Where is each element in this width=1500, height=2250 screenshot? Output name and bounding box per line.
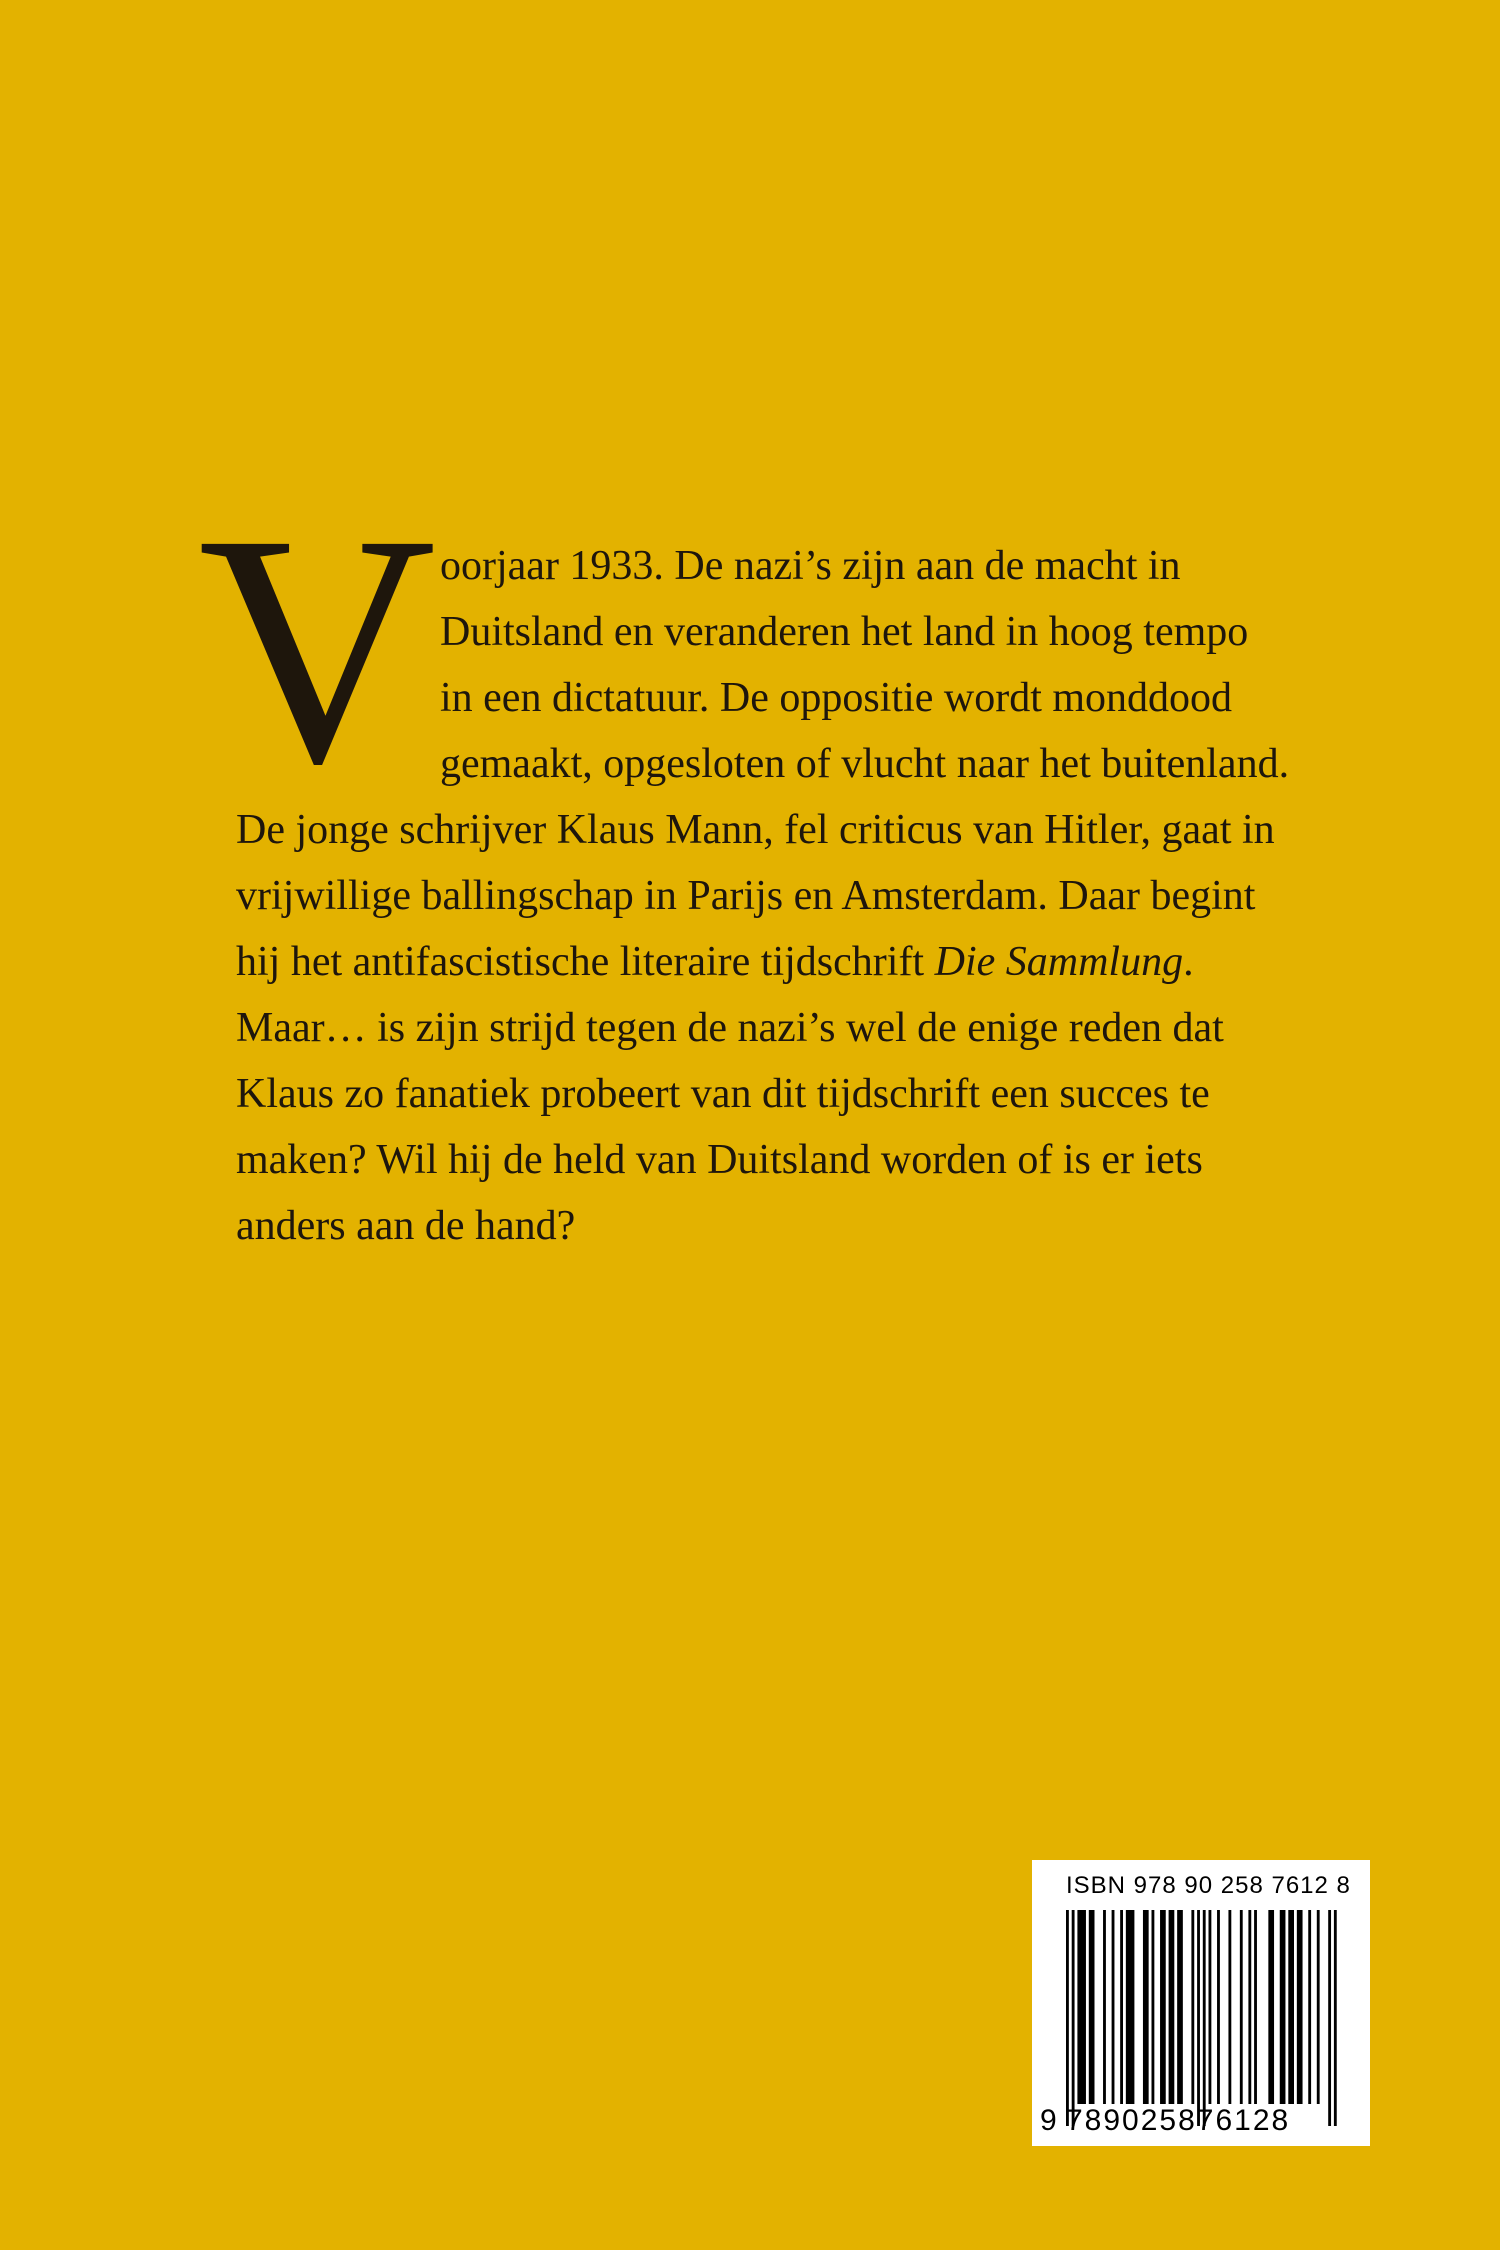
barcode-bar — [1103, 1910, 1106, 2104]
blurb-line-6: vrijwillige ballingschap in Parijs en Amsterdam. Daar begint — [236, 873, 1256, 919]
barcode-bar — [1334, 1910, 1337, 2126]
blurb-line-8: Maar… is zijn strijd tegen de nazi’s wel de enige reden dat — [236, 1005, 1224, 1051]
isbn-barcode — [1032, 1860, 1370, 2146]
blurb-line-2: Duitsland en veranderen het land in hoog tempo — [440, 609, 1249, 655]
barcode-bar — [1228, 1910, 1231, 2104]
barcode-bar — [1297, 1910, 1303, 2104]
drop-cap: V — [198, 467, 437, 832]
blurb-line-3: in een dictatuur. De oppositie wordt monddood — [440, 675, 1233, 721]
barcode-bar — [1126, 1910, 1135, 2104]
barcode-bar — [1077, 1910, 1086, 2104]
isbn-label: ISBN 978 90 258 7612 8 — [1066, 1872, 1351, 1899]
barcode-bar — [1254, 1910, 1257, 2104]
barcode-bar — [1217, 1910, 1220, 2104]
magazine-title-suffix: . — [1183, 939, 1194, 985]
barcode-bar — [1112, 1910, 1115, 2104]
barcode-bar — [1209, 1910, 1212, 2104]
barcode-bar — [1197, 1910, 1200, 2126]
magazine-title: Die Sammlung — [934, 939, 1184, 985]
barcode-bar — [1160, 1910, 1166, 2104]
barcode-bar — [1072, 1910, 1075, 2126]
barcode-bar — [1120, 1910, 1123, 2104]
blurb-line-5: De jonge schrijver Klaus Mann, fel criticus van Hitler, gaat in — [236, 807, 1275, 853]
ean-first-digit: 9 — [1040, 2104, 1057, 2137]
barcode-bar — [1248, 1910, 1251, 2104]
barcode-bar — [1308, 1910, 1311, 2104]
barcode-bar — [1268, 1910, 1274, 2104]
barcode-bar — [1152, 1910, 1155, 2104]
blurb-line-9: Klaus zo fanatiek probeert van dit tijdschrift een succes te — [236, 1071, 1210, 1117]
blurb-line-11: anders aan de hand? — [236, 1203, 576, 1249]
barcode-bar — [1169, 1910, 1175, 2104]
barcode-bar — [1143, 1910, 1149, 2104]
barcode-bar — [1317, 1910, 1320, 2104]
barcode-bar — [1191, 1910, 1194, 2104]
barcode-bar — [1288, 1910, 1294, 2104]
barcode-bar — [1240, 1910, 1243, 2104]
blurb-line-7 — [236, 936, 1194, 988]
barcode-bar — [1280, 1910, 1286, 2104]
barcode-bar — [1066, 1910, 1069, 2126]
blurb-line-1: oorjaar 1933. De nazi’s zijn aan de macht in — [440, 543, 1181, 589]
ean-digits: 789025876128 — [1066, 2104, 1291, 2137]
barcode-bar — [1328, 1910, 1331, 2126]
blurb-line-10: maken? Wil hij de held van Duitsland worden of is er iets — [236, 1137, 1203, 1183]
blurb-line-7-text: hij het antifascistische literaire tijdschrift — [236, 939, 925, 985]
barcode-bar — [1203, 1910, 1206, 2126]
blurb-line-4: gemaakt, opgesloten of vlucht naar het buitenland. — [440, 741, 1290, 787]
barcode-bar — [1177, 1910, 1183, 2104]
barcode-bar — [1089, 1910, 1095, 2104]
